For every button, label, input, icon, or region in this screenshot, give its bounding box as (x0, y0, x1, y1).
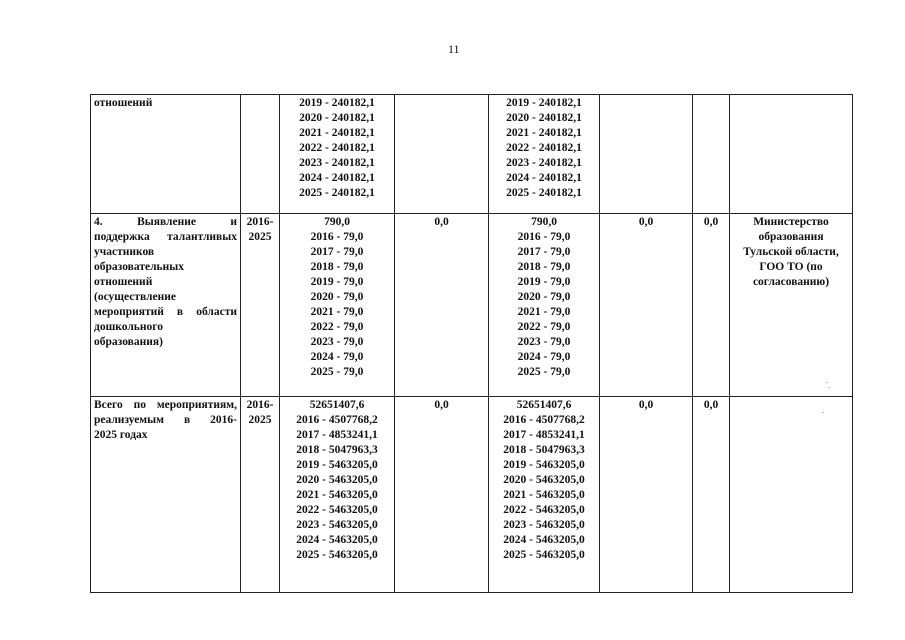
cell-line: 0,0 (703, 216, 719, 228)
event-name-cell (91, 214, 241, 397)
cell-line: 790,0 (324, 216, 350, 228)
cell-line: 0,0 (703, 399, 719, 411)
cell-line: 2020 - 240182,1 (299, 112, 375, 124)
cell-line: 2021 - 79,0 (517, 306, 571, 318)
cell-line: 2023 - 5463205,0 (503, 519, 585, 531)
cell-line: поддержка талантливых (94, 231, 237, 243)
cell-line: Всего по мероприятиям, (94, 399, 237, 411)
cell-line: 2018 - 5047963,3 (296, 444, 378, 456)
page-number: 11 (448, 42, 460, 56)
cell-line: 2023 - 5463205,0 (296, 519, 378, 531)
cell-line: 2023 - 79,0 (310, 336, 364, 348)
cell-line: 2024 - 79,0 (310, 351, 364, 363)
cell-line: 2023 - 79,0 (517, 336, 571, 348)
period-cell (241, 214, 280, 397)
cell-line: 2019 - 5463205,0 (296, 459, 378, 471)
executor-cell (730, 397, 853, 593)
cell-line: 0,0 (638, 216, 654, 228)
cell-line: 2021 - 5463205,0 (503, 489, 585, 501)
cell-line: 2020 - 5463205,0 (296, 474, 378, 486)
regional-budget-cell (489, 95, 600, 214)
cell-line: 2022 - 79,0 (517, 321, 571, 333)
municipal-budget-cell (600, 214, 693, 397)
period-cell (241, 397, 280, 593)
cell-line: образовательных (94, 261, 184, 273)
cell-line: отношений (94, 276, 153, 288)
federal-budget-cell (395, 397, 489, 593)
cell-line: (осуществление (94, 291, 176, 303)
scan-speck (826, 382, 828, 383)
cell-line: 2022 - 240182,1 (506, 142, 582, 154)
cell-line: 2020 - 5463205,0 (503, 474, 585, 486)
cell-line: 2021 - 5463205,0 (296, 489, 378, 501)
cell-line: согласованию) (752, 276, 830, 288)
cell-line: 2024 - 240182,1 (299, 172, 375, 184)
cell-line: 2024 - 5463205,0 (503, 534, 585, 546)
cell-line: 2021 - 240182,1 (506, 127, 582, 139)
regional-budget-cell (489, 397, 600, 593)
extrabudgetary-cell (693, 397, 730, 593)
executor-cell (730, 95, 853, 214)
cell-line: 52651407,6 (309, 399, 365, 411)
cell-line: 2024 - 79,0 (517, 351, 571, 363)
cell-line: 2016- (246, 399, 274, 411)
event-name-cell (91, 397, 241, 593)
cell-line: мероприятий в области (94, 306, 237, 318)
table-row (91, 397, 853, 593)
cell-line: 2016 - 4507768,2 (296, 414, 378, 426)
cell-line: 2016 - 79,0 (310, 231, 364, 243)
scan-speck (822, 412, 824, 413)
municipal-budget-cell (600, 397, 693, 593)
cell-line: 2021 - 79,0 (310, 306, 364, 318)
cell-line: 2017 - 4853241,1 (503, 429, 585, 441)
extrabudgetary-cell (693, 95, 730, 214)
cell-line: Тульской области, (743, 246, 839, 258)
cell-line: 2024 - 5463205,0 (296, 534, 378, 546)
cell-line: образования (758, 231, 824, 243)
cell-line: 2025 (248, 414, 272, 426)
cell-line: 2025 - 240182,1 (506, 187, 582, 199)
cell-line: 2021 - 240182,1 (299, 127, 375, 139)
cell-line: реализуемым в 2016- (94, 414, 237, 426)
cell-line: 2020 - 240182,1 (506, 112, 582, 124)
cell-line: 2018 - 5047963,3 (503, 444, 585, 456)
cell-line: 2019 - 79,0 (310, 276, 364, 288)
cell-line: участников (94, 246, 155, 258)
cell-line: 2022 - 240182,1 (299, 142, 375, 154)
cell-line: 2017 - 4853241,1 (296, 429, 378, 441)
municipal-budget-cell (600, 95, 693, 214)
table-row (91, 95, 853, 214)
cell-line: 2017 - 79,0 (517, 246, 571, 258)
cell-line: 2025 - 79,0 (310, 366, 364, 378)
cell-line: отношений (94, 97, 153, 109)
cell-line: дошкольного (94, 321, 163, 333)
cell-line: 2016 - 79,0 (517, 231, 571, 243)
cell-line: ГОО ТО (по (759, 261, 823, 273)
cell-line: 2025 - 5463205,0 (503, 549, 585, 561)
federal-budget-cell (395, 214, 489, 397)
cell-line: 2019 - 240182,1 (299, 97, 375, 109)
cell-line: образования) (94, 336, 163, 348)
period-cell (241, 95, 280, 214)
cell-line: 2020 - 79,0 (310, 291, 364, 303)
cell-line: 2016- (246, 216, 274, 228)
cell-line: 2022 - 5463205,0 (296, 504, 378, 516)
cell-line: 0,0 (434, 216, 449, 228)
events-funding-table (90, 94, 853, 593)
table-row (91, 214, 853, 397)
cell-line: 4. Выявление и (94, 216, 237, 228)
executor-cell (730, 214, 853, 397)
cell-line: 2025 - 240182,1 (299, 187, 375, 199)
cell-line: 2019 - 240182,1 (506, 97, 582, 109)
cell-line: 2025 - 79,0 (517, 366, 571, 378)
cell-line: 2018 - 79,0 (517, 261, 571, 273)
cell-line: 2017 - 79,0 (310, 246, 364, 258)
total-funding-cell (280, 214, 395, 397)
cell-line: 52651407,6 (516, 399, 572, 411)
cell-line: 2024 - 240182,1 (506, 172, 582, 184)
federal-budget-cell (395, 95, 489, 214)
cell-line: 0,0 (434, 399, 449, 411)
event-name-cell (91, 95, 241, 214)
total-funding-cell (280, 95, 395, 214)
cell-line: 2019 - 79,0 (517, 276, 571, 288)
cell-line: 2025 (248, 231, 272, 243)
cell-line: 2016 - 4507768,2 (503, 414, 585, 426)
regional-budget-cell (489, 214, 600, 397)
scan-speck (828, 387, 830, 388)
cell-line: 2025 годах (94, 429, 148, 441)
cell-line: 2023 - 240182,1 (506, 157, 582, 169)
cell-line: 2025 - 5463205,0 (296, 549, 378, 561)
cell-line: Министерство (753, 216, 829, 228)
cell-line: 2018 - 79,0 (310, 261, 364, 273)
total-funding-cell (280, 397, 395, 593)
cell-line: 2022 - 5463205,0 (503, 504, 585, 516)
cell-line: 790,0 (531, 216, 557, 228)
extrabudgetary-cell (693, 214, 730, 397)
cell-line: 0,0 (638, 399, 654, 411)
cell-line: 2020 - 79,0 (517, 291, 571, 303)
cell-line: 2019 - 5463205,0 (503, 459, 585, 471)
cell-line: 2022 - 79,0 (310, 321, 364, 333)
cell-line: 2023 - 240182,1 (299, 157, 375, 169)
